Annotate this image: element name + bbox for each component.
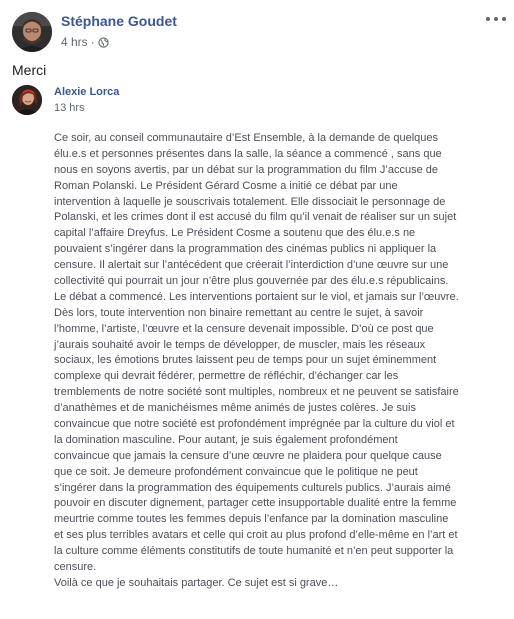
more-dot — [494, 17, 498, 21]
shared-body-line: s’ingérer dans la programmation des équipements culturels publics. J’aurais aimé — [54, 481, 451, 494]
shared-body-line: convaincue que jamais la censure d’une œuvre ne plaidera pour quelque cause — [54, 449, 442, 462]
author-avatar[interactable] — [12, 12, 52, 52]
shared-body-line: pouvaient s’ingérer dans la programmation des cinémas publics ni appliquer la — [54, 243, 437, 256]
globe-icon[interactable] — [98, 37, 109, 48]
shared-body-line: sociaux, les émotions brutes laissent peu de temps pour un sujet éminemment — [54, 354, 437, 367]
shared-author-name[interactable]: Alexie Lorca — [54, 86, 120, 98]
shared-author-avatar-image — [12, 85, 42, 115]
shared-body-line: nous en soyons avertis, par un débat sur la programmation du film J’accuse de — [54, 163, 438, 176]
shared-body-line: Roman Polanski. Le Président Gérard Cosme a initié ce débat par une — [54, 179, 398, 192]
shared-body-line: collectivité qui pourrait un jour n’être plus gouvernée par des élu.e.s républicains. — [54, 275, 449, 288]
shared-body-line: la domination masculine. Pour autant, je suis également profondément — [54, 433, 398, 446]
post-timestamp[interactable]: 4 hrs — [61, 35, 88, 49]
meta-separator: · — [90, 35, 95, 49]
shared-body-line: convaincue que notre société est profondément imprégnée par la culture du viol et — [54, 418, 455, 431]
shared-body-line: et ses plus terribles avatars et celle qui croit au plus profond d’elle-même en l’art et — [54, 529, 458, 542]
more-dot — [486, 17, 490, 21]
shared-body-line: meurtrie comme toutes les femmes depuis l’enfance par la domination masculine — [54, 513, 449, 526]
shared-body-line: Le débat a commencé. Les interventions portaient sur le viol, et jamais sur l’œuvre. — [54, 290, 459, 303]
author-avatar-image — [12, 12, 52, 52]
shared-body-line: Polanski, et les crimes dont il est accusé du film qu’il venait de réaliser sur un sujet — [54, 211, 457, 224]
more-horizontal-icon[interactable] — [486, 12, 506, 26]
post-author-name[interactable]: Stéphane Goudet — [61, 13, 177, 29]
post-meta — [61, 35, 109, 49]
shared-body-line: d’anathèmes et de manichéismes même animés de justes colères. Je suis — [54, 402, 416, 415]
shared-body-line: intervention à laquelle je souscrivais totalement. Elle dissociait le personnage de — [54, 195, 446, 208]
shared-author-avatar[interactable] — [12, 85, 42, 115]
shared-body-line: l’homme, l’artiste, l’œuvre et la censure devenait impossible. D’où ce post que — [54, 322, 434, 335]
shared-timestamp[interactable]: 13 hrs — [54, 102, 85, 114]
shared-body-line: pouvoir en discuter dignement, partager cette insupportable dualité entre la femme — [54, 497, 457, 510]
shared-post-body — [54, 131, 509, 592]
shared-body-line: Ce soir, au conseil communautaire d’Est Ensemble, à la demande de quelques — [54, 132, 439, 144]
shared-body-line: la culture comme éléments constitutifs de toute humanité et n’en peut supporter la — [54, 545, 454, 558]
more-dot — [502, 17, 506, 21]
shared-body-line: que ce soit. Je demeure profondément convaincue que le politique ne peut — [54, 465, 418, 478]
shared-body-line: j’aurais souhaité avoir le temps de développer, de muscler, mais les réseaux — [54, 338, 426, 351]
shared-body-line: censure. — [54, 561, 97, 574]
shared-body-line: élu.e.s et personnes présentes dans la salle, la séance a commencé , sans que — [54, 147, 442, 160]
shared-body-line: complexe qui devrait fédérer, permettre de réfléchir, d’échanger car les — [54, 370, 399, 383]
shared-body-line: tremblements de notre société sont multiples, nombreux et ne peuvent se satisfaire — [54, 386, 459, 399]
post-text: Merci — [12, 62, 47, 78]
shared-body-line: Dès lors, toute intervention non binaire remettant au centre le sujet, à savoir — [54, 306, 424, 319]
shared-body-line: censure. Il alertait sur l’antécédent que créerait l’interdiction d’une œuvre sur une — [54, 259, 449, 272]
shared-body-line: capital l’affaire Dreyfus. Le Président Cosme a soutenu que des élu.e.s ne — [54, 227, 416, 240]
shared-body-line: Voilà ce que je souhaitais partager. Ce sujet est si grave… — [54, 576, 339, 589]
